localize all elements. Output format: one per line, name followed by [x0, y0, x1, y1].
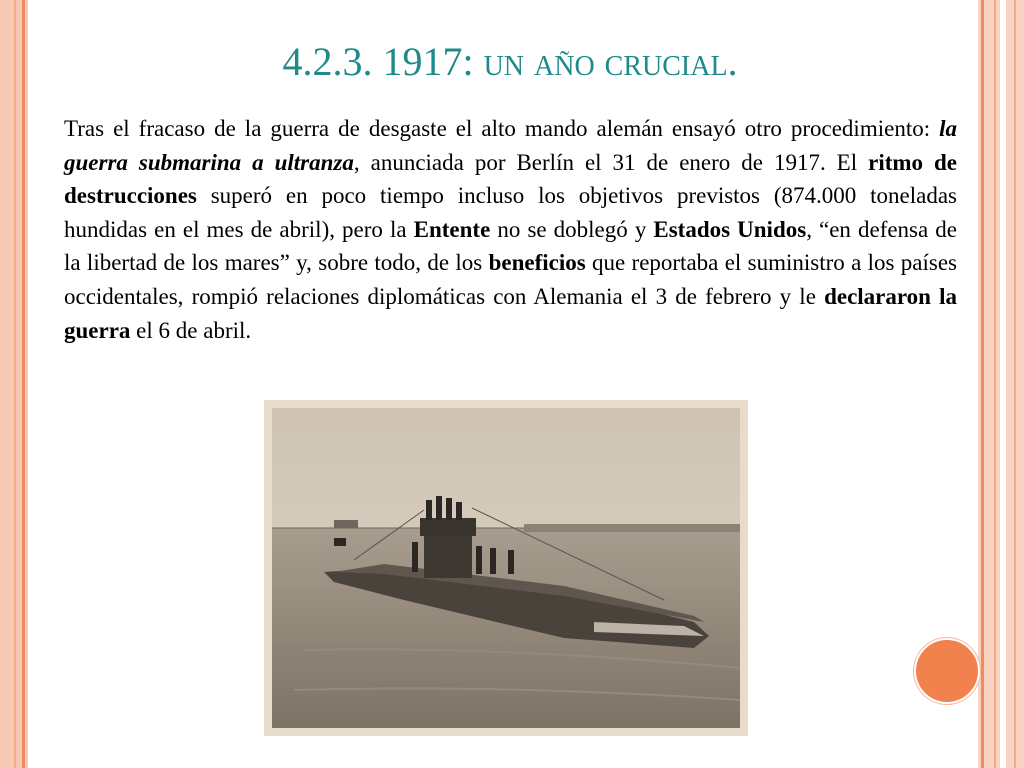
title-text: un año crucial. [483, 39, 738, 84]
paragraph-segment: superó en poco tiempo incluso los objetivos previstos (874.000 toneladas hundidas en el mes de abril), pero la [64, 183, 957, 242]
paragraph-segment: que reportaba el suministro a los países occidentales, rompió relaciones diplomáticas con Alemania el 3 de febrero y le [64, 250, 957, 309]
right-border-line [1014, 0, 1016, 768]
paragraph-segment: el 6 de abril. [130, 317, 252, 343]
paragraph-segment: beneficios [488, 250, 586, 276]
body-paragraph [64, 112, 957, 347]
right-border-line [981, 0, 984, 768]
right-border-line [1000, 0, 1006, 768]
paragraph-segment: ritmo de destrucciones [64, 149, 958, 209]
title-number: 4.2.3. 1917: [282, 39, 484, 84]
paragraph-segment: Estados Unidos [653, 216, 807, 242]
submarine-photo [264, 400, 748, 736]
slide-title [70, 38, 950, 86]
paragraph-segment: , “en defensa de la libertad de los mares” y, sobre todo, de los [64, 216, 957, 276]
paragraph-segment: la guerra submarina a ultranza [64, 116, 957, 175]
paragraph-segment: , anunciada por Berlín el 31 de enero de 1917. El [353, 149, 869, 175]
left-border-line [22, 0, 25, 768]
orange-circle-decoration [914, 638, 980, 704]
paragraph-segment: Tras el fracaso de la guerra de desgaste el alto mando alemán ensayó otro procedimiento: [64, 116, 940, 141]
paragraph-segment: Entente [413, 216, 491, 242]
left-border-line [14, 0, 16, 768]
right-border-line [994, 0, 996, 768]
paragraph-segment: no se doblegó y [490, 216, 654, 242]
paragraph-segment: declararon la guerra [64, 283, 957, 343]
